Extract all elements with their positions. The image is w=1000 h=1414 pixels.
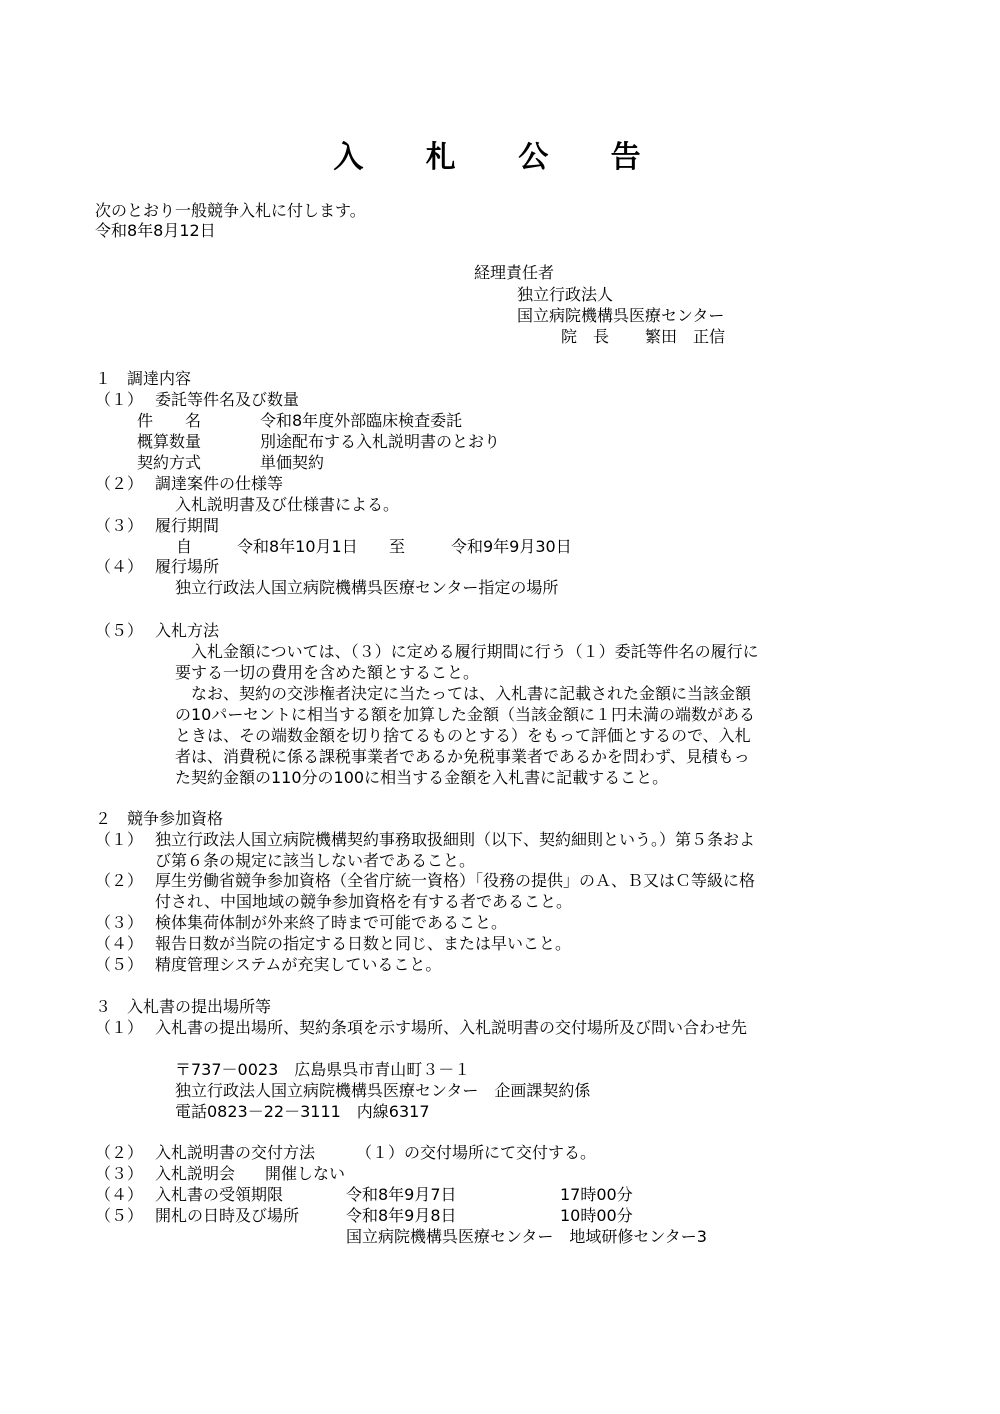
section-3-heading: ３ 入札書の提出場所等 bbox=[95, 997, 272, 1016]
item-text: 報告日数が当院の指定する日数と同じ、または早いこと。 bbox=[155, 934, 572, 953]
item-number: （５） bbox=[95, 955, 144, 974]
item-label: 入札書の提出場所、契約条項を示す場所、入札説明書の交付場所及び問い合わせ先 bbox=[155, 1018, 748, 1037]
paragraph-line: 入札金額については、（３）に定める履行期間に行う（１）委託等件名の履行に bbox=[175, 642, 759, 661]
item-number: （４） bbox=[95, 557, 144, 576]
item-number: （４） bbox=[95, 1185, 144, 1204]
paragraph-line: の10パーセントに相当する額を加算した金額（当該金額に１円未満の端数がある bbox=[175, 705, 756, 724]
issuer-head-title: 院 長 bbox=[561, 327, 610, 346]
section-2-heading: ２ 競争参加資格 bbox=[95, 809, 224, 828]
field-value: 別途配布する入札説明書のとおり bbox=[260, 432, 501, 451]
item-number: （５） bbox=[95, 1206, 144, 1225]
item-number: （１） bbox=[95, 1018, 144, 1037]
paragraph-line: 要する一切の費用を含めた額とすること。 bbox=[175, 663, 480, 682]
item-text: 厚生労働省競争参加資格（全省庁統一資格）「役務の提供」のＡ、Ｂ又はＣ等級に格 bbox=[155, 871, 756, 890]
field-label: 概算数量 bbox=[137, 432, 202, 451]
field-value: 単価契約 bbox=[260, 453, 325, 472]
item-text: 独立行政法人国立病院機構契約事務取扱細則（以下、契約細則という。）第５条およ bbox=[155, 830, 756, 849]
phone-line: 電話0823－22－3111 内線6317 bbox=[175, 1102, 430, 1121]
item-label: 入札説明会 bbox=[155, 1164, 236, 1183]
item-number: （３） bbox=[95, 1164, 144, 1183]
item-number: （４） bbox=[95, 934, 144, 953]
address-line: 〒737－0023 広島県呉市青山町３－１ bbox=[175, 1060, 471, 1079]
opening-place: 国立病院機構呉医療センター 地域研修センター3 bbox=[346, 1227, 707, 1246]
paragraph-line: た契約金額の110分の100に相当する金額を入札書に記載すること。 bbox=[175, 768, 669, 787]
item-text-cont: 付され、中国地域の競争参加資格を有する者であること。 bbox=[155, 892, 572, 911]
item-label: 開札の日時及び場所 bbox=[155, 1206, 300, 1225]
item-number: （２） bbox=[95, 1143, 144, 1162]
item-label: 履行場所 bbox=[155, 557, 220, 576]
deadline-date: 令和8年9月7日 bbox=[346, 1185, 457, 1204]
announcement-date: 令和8年8月12日 bbox=[95, 221, 216, 240]
item-number: （２） bbox=[95, 871, 144, 890]
item-label: 入札説明書の交付方法 bbox=[155, 1143, 316, 1162]
item-text-cont: び第６条の規定に該当しない者であること。 bbox=[155, 851, 476, 870]
item-label: 調達案件の仕様等 bbox=[155, 474, 284, 493]
address-line: 独立行政法人国立病院機構呉医療センター 企画課契約係 bbox=[175, 1081, 591, 1100]
period-to-label: 至 bbox=[389, 537, 406, 556]
field-value: 令和8年度外部臨床検査委託 bbox=[260, 411, 463, 430]
item-number: （３） bbox=[95, 516, 144, 535]
field-label: 件 名 bbox=[137, 411, 202, 430]
section-1-heading: １ 調達内容 bbox=[95, 369, 192, 388]
deadline-time: 17時00分 bbox=[560, 1185, 633, 1204]
paragraph-line: なお、契約の交渉権者決定に当たっては、入札書に記載された金額に当該金額 bbox=[175, 684, 752, 703]
issuer-org-1: 独立行政法人 bbox=[517, 285, 614, 304]
item-label: 履行期間 bbox=[155, 516, 220, 535]
paragraph-line: ときは、その端数金額を切り捨てるものとする）をもって評価とするので、入札 bbox=[175, 726, 751, 745]
issuer-org-2: 国立病院機構呉医療センター bbox=[517, 306, 725, 325]
item-label: 入札書の受領期限 bbox=[155, 1185, 284, 1204]
opening-time: 10時00分 bbox=[560, 1206, 633, 1225]
intro-text: 次のとおり一般競争入札に付します。 bbox=[95, 201, 366, 220]
field-label: 契約方式 bbox=[137, 453, 202, 472]
period-from: 令和8年10月1日 bbox=[237, 537, 358, 556]
item-value: （１）の交付場所にて交付する。 bbox=[356, 1143, 597, 1162]
item-label: 入札方法 bbox=[155, 621, 220, 640]
item-number: （３） bbox=[95, 913, 144, 932]
item-value: 開催しない bbox=[265, 1164, 346, 1183]
item-number: （１） bbox=[95, 390, 144, 409]
issuer-head-name: 繁田 正信 bbox=[645, 327, 726, 346]
item-text: 検体集荷体制が外来終了時まで可能であること。 bbox=[155, 913, 508, 932]
item-body: 独立行政法人国立病院機構呉医療センター指定の場所 bbox=[175, 578, 559, 597]
item-number: （２） bbox=[95, 474, 144, 493]
item-body: 入札説明書及び仕様書による。 bbox=[175, 495, 400, 514]
issuer-role: 経理責任者 bbox=[474, 263, 555, 282]
item-number: （５） bbox=[95, 621, 144, 640]
item-text: 精度管理システムが充実していること。 bbox=[155, 955, 442, 974]
opening-date: 令和8年9月8日 bbox=[346, 1206, 457, 1225]
period-to: 令和9年9月30日 bbox=[451, 537, 572, 556]
period-from-label: 自 bbox=[176, 537, 193, 556]
item-number: （１） bbox=[95, 830, 144, 849]
paragraph-line: 者は、消費税に係る課税事業者であるか免税事業者であるかを問わず、見積もっ bbox=[175, 747, 750, 766]
page-title: 入 札 公 告 bbox=[333, 140, 667, 175]
item-label: 委託等件名及び数量 bbox=[155, 390, 300, 409]
